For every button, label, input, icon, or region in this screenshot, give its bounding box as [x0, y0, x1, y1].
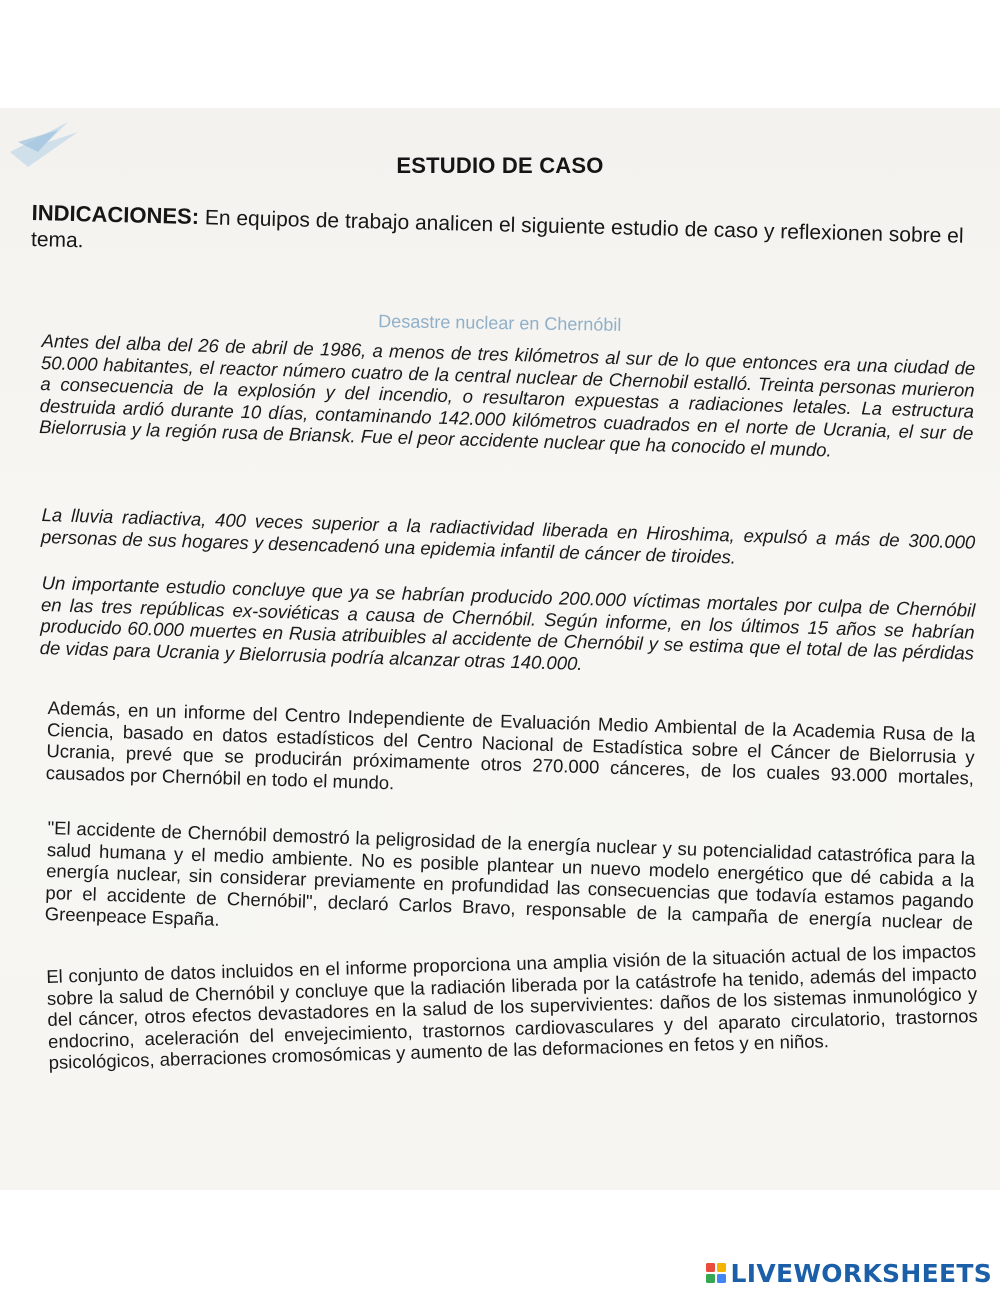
paragraph-4-text: Además, en un informe del Centro Independiente de Evaluación Medio Ambiental de la Academia Rusa de la Ciencia, basado en datos estadísticos del Centro Nacional de Estadística sobre el Cáncer de Bielorrusia y Ucrania, prevé que se producirán próximamente otros 270.000 cánceres, de los cuales 93.000 mortales, causados por Chernóbil en todo el mundo.: [45, 697, 976, 793]
paragraph-5-text: "El accidente de Chernóbil demostró la peligrosidad de la energía nuclear y su potencialidad catastrófica para la salud humana y el medio ambiente. No es posible plantear un nuevo modelo energético que dé cabida a la energía nuclear, sin considerar previamente en profundidad las consecuencias que todavía estamos pagando por el accidente de Chernóbil", declaró Carlos Bravo, responsable de la campaña de energía nuclear de Greenpeace España.: [44, 817, 976, 934]
paragraph-6-text: El conjunto de datos incluidos en el informe proporciona una amplia visión de la situación actual de los impactos sobre la salud de Chernóbil y concluye que la radiación liberada por la catástrofe ha tenido, además del impacto del cáncer, otros efectos devastadores en la salud de los supervivientes: daños de los sistemas inmunológico y endocrino, aceleración del envejecimiento, trastornos cardiovasculares y del aparato circulatorio, trastornos psicológicos, aberraciones cromosómicas y aumento de las deformaciones en fetos y en niños.: [46, 940, 979, 1073]
paragraph-2-text: La lluvia radiactiva, 400 veces superior a la radiactividad liberada en Hiroshima, expulsó a más de 300.000 personas de sus hogares y desencadenó una epidemia infantil de cáncer de tiroides.: [40, 504, 976, 568]
indications-text: En equipos de trabajo analicen el siguiente estudio de caso y reflexionen sobre el tema.: [30, 206, 964, 253]
paragraph-1-text: Antes del alba del 26 de abril de 1986, a menos de tres kilómetros al sur de lo que entonces era una ciudad de 50.000 habitantes, el reactor número cuatro de la central nuclear de Chernobil estalló. Treinta personas murieron a consecuencia de la explosión y del incendio, o resultaron expuestas a radiaciones letales. La estructura destruida ardió durante 10 días, contaminando 142.000 kilómetros cuadrados en el norte de Ucrania, el sur de Bielorrusia y la región rusa de Briansk. Fue el peor accidente nuclear que ha conocido el mundo.: [38, 330, 976, 461]
brand-name: LIVEWORKSHEETS: [730, 1258, 992, 1288]
liveworksheets-icon: [705, 1262, 727, 1284]
liveworksheets-logo: [705, 1258, 992, 1288]
document-title: ESTUDIO DE CASO: [396, 153, 604, 178]
indications-label: INDICACIONES:: [31, 200, 200, 230]
case-subtitle: Desastre nuclear en Chernóbil: [378, 311, 622, 335]
paragraph-3-text: Un importante estudio concluye que ya se habrían producido 200.000 víctimas mortales por culpa de Chernóbil en las tres repúblicas ex-soviéticas a causa de Chernóbil. Según informe, en los últimos 15 años se habrían producido 60.000 muertes en Rusia atribuibles al accidente de Chernóbil y se estima que el total de las pérdidas de vidas para Ucrania y Bielorrusia podría alcanzar otras 140.000.: [39, 572, 976, 674]
